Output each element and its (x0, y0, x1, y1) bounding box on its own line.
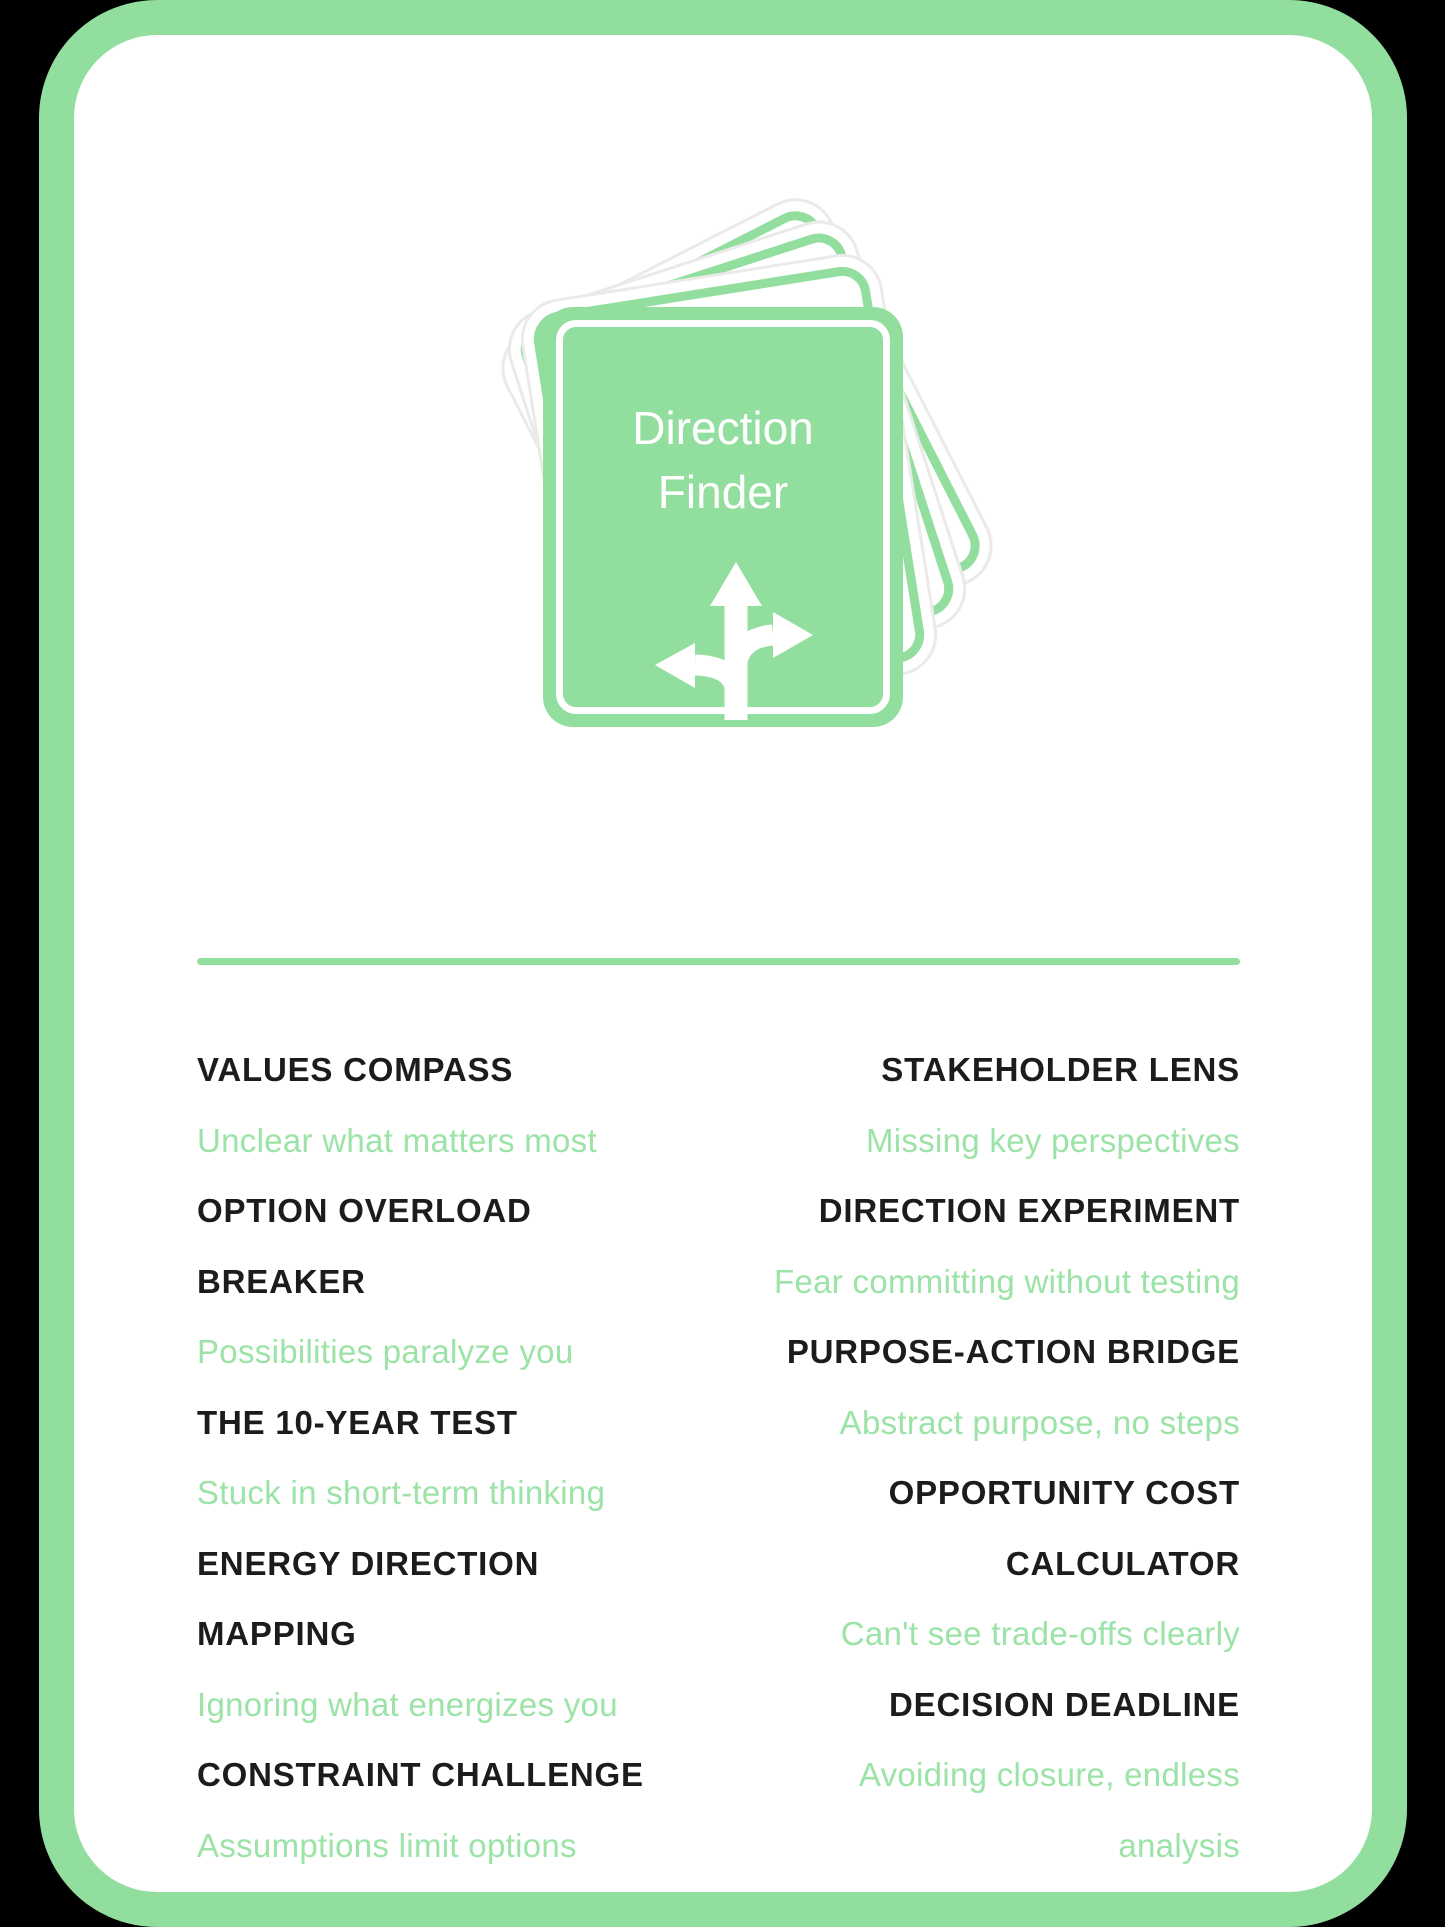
deck-card-title (543, 396, 903, 524)
pain-point-line: Abstract purpose, no steps (839, 1403, 1240, 1441)
card-name-line: DIRECTION EXPERIMENT (818, 1192, 1240, 1229)
list-right-column (660, 1035, 1240, 1881)
card-name-line: OPTION OVERLOAD (197, 1192, 532, 1229)
pain-point-line: Possibilities paralyze you (197, 1333, 574, 1370)
card-name-line: CALCULATOR (1005, 1544, 1240, 1582)
pain-point-line: Can't see trade-offs clearly (840, 1615, 1240, 1652)
pain-point-line: Missing key perspectives (865, 1121, 1240, 1159)
card-name-line: BREAKER (197, 1262, 366, 1300)
card-name-line: STAKEHOLDER LENS (881, 1051, 1240, 1088)
pain-point-line: Avoiding closure, endless (858, 1756, 1240, 1793)
pain-point-line: Ignoring what energizes you (197, 1685, 618, 1723)
pain-point-line: Stuck in short-term thinking (197, 1474, 606, 1511)
divider (197, 958, 1240, 965)
card-name-line: THE 10-YEAR TEST (197, 1403, 518, 1441)
card-name-line: VALUES COMPASS (197, 1051, 514, 1088)
list-left-column (197, 1035, 677, 1881)
deck-card-title-line1: Direction (632, 402, 814, 454)
three-way-arrow-icon (639, 562, 819, 722)
deck-front-card (543, 307, 903, 727)
card-name-line: OPPORTUNITY COST (888, 1474, 1240, 1511)
card-name-line: PURPOSE-ACTION BRIDGE (786, 1333, 1240, 1370)
pain-point-line: Unclear what matters most (197, 1121, 597, 1159)
deck-illustration (543, 307, 903, 727)
pain-point-line: Assumptions limit options (197, 1826, 577, 1864)
card-name-line: CONSTRAINT CHALLENGE (197, 1756, 644, 1793)
card-name-line: MAPPING (197, 1615, 357, 1652)
deck-card-title-line2: Finder (657, 466, 789, 518)
card-sheet (39, 0, 1407, 1927)
card-name-line: ENERGY DIRECTION (197, 1544, 540, 1582)
card-name-line: DECISION DEADLINE (889, 1685, 1240, 1723)
pain-point-line: analysis (1118, 1826, 1240, 1864)
pain-point-line: Fear committing without testing (774, 1262, 1240, 1300)
